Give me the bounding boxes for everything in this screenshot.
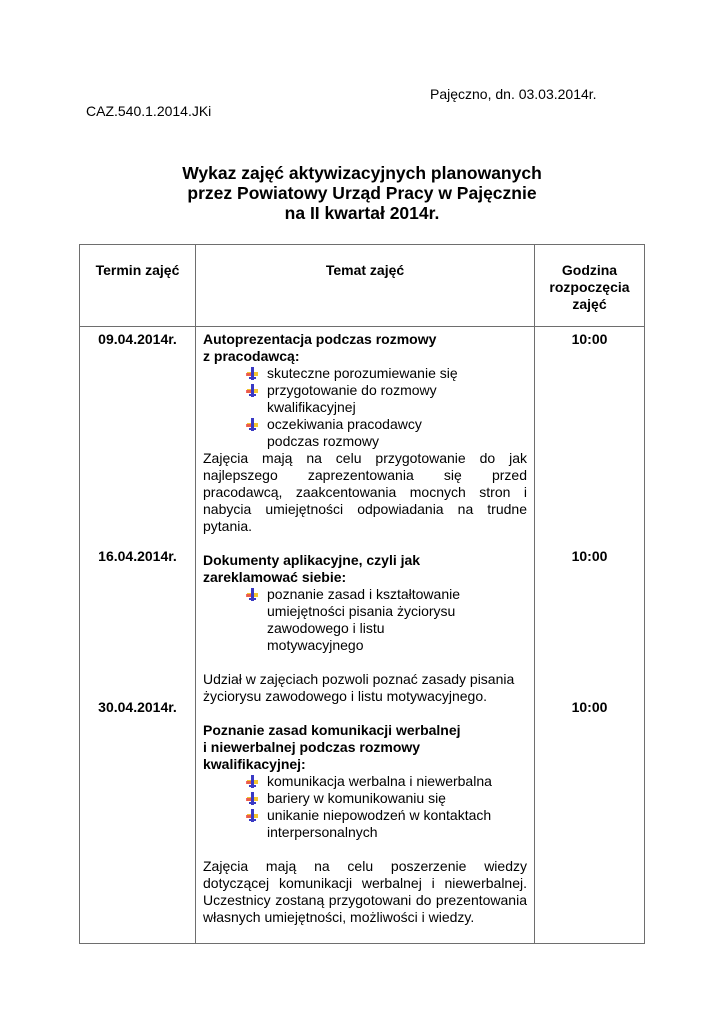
bullet-text: przygotowanie do rozmowy kwalifikacyjnej: [267, 382, 437, 415]
session-title-line: kwalifikacyjnej:: [203, 756, 306, 772]
bullet-text: poznanie zasad i kształtowanie umiejętności pisania życiorysu zawodowego i listu motywacyjnego: [267, 586, 461, 653]
document-title: [0, 163, 724, 223]
dates-cell: [80, 327, 196, 944]
session-title-line: Poznanie zasad komunikacji werbalnej: [203, 722, 461, 738]
column-header-time-line-1: Godzina: [561, 262, 618, 278]
bullet-item: [246, 807, 527, 841]
bullet-item: [246, 586, 527, 654]
session-title: [203, 552, 527, 586]
bullet-text: bariery w komunikowaniu się: [267, 790, 446, 806]
session-description: Zajęcia mają na celu przygotowanie do jak najlepszego zaprezentowania się przed pracodawcą, zaakcentowania mocnych stron i nabycia umiejętności odpowiadania na trudne pytania.: [203, 450, 527, 534]
reference-number: CAZ.540.1.2014.JKi: [86, 103, 212, 119]
session-time: 10:00: [571, 548, 608, 564]
plus-arrow-bullet-icon: [246, 588, 259, 601]
times-cell: [535, 327, 645, 944]
bullet-text: oczekiwania pracodawcy podczas rozmowy: [267, 416, 422, 449]
session-description: Udział w zajęciach pozwoli poznać zasady pisania życiorysu zawodowego i listu motywacyjnego.: [203, 671, 515, 704]
session-title-line: Autoprezentacja podczas rozmowy: [203, 331, 437, 347]
session-date: 09.04.2014r.: [98, 331, 177, 347]
session-title-line: i niewerbalnej podczas rozmowy: [203, 739, 421, 755]
session-title-line: zareklamować siebie:: [203, 569, 347, 585]
session-title-line: Dokumenty aplikacyjne, czyli jak: [203, 552, 421, 568]
plus-arrow-bullet-icon: [246, 792, 259, 805]
bullet-text: unikanie niepowodzeń w kontaktach interpersonalnych: [267, 807, 492, 840]
session-time: 10:00: [571, 331, 608, 347]
plus-arrow-bullet-icon: [246, 384, 259, 397]
column-header-date: Termin zajęć: [80, 245, 196, 327]
session-time: 10:00: [571, 699, 608, 715]
session-title: [203, 722, 527, 773]
column-header-time: [535, 245, 645, 327]
topic-bullet-list: [203, 586, 527, 654]
plus-arrow-bullet-icon: [246, 809, 259, 822]
session-date: 16.04.2014r.: [98, 548, 177, 564]
place-and-date: Pajęczno, dn. 03.03.2014r.: [430, 86, 597, 102]
bullet-text: komunikacja werbalna i niewerbalna: [267, 773, 492, 789]
bullet-item: [246, 365, 527, 382]
plus-arrow-bullet-icon: [246, 367, 259, 380]
session-3: [203, 722, 527, 943]
session-title-line: z pracodawcą:: [203, 348, 300, 364]
title-line-1: Wykaz zajęć aktywizacyjnych planowanych: [182, 163, 542, 183]
plus-arrow-bullet-icon: [246, 775, 259, 788]
column-header-time-line-3: zajęć: [572, 296, 607, 312]
schedule-table: [79, 244, 645, 944]
column-header-topic: Temat zajęć: [196, 245, 535, 327]
column-header-time-line-2: rozpoczęcia: [549, 279, 630, 295]
topics-cell: [196, 327, 535, 944]
bullet-item: [246, 790, 527, 807]
session-1: [203, 331, 527, 535]
bullet-text: skuteczne porozumiewanie się: [267, 365, 458, 381]
title-line-2: przez Powiatowy Urząd Pracy w Pajęcznie: [187, 183, 537, 203]
bullet-item: [246, 773, 527, 790]
session-date: 30.04.2014r.: [98, 699, 177, 715]
table-header-row: [80, 245, 645, 327]
session-2: [203, 552, 527, 705]
topic-bullet-list: [203, 365, 527, 450]
bullet-item: [246, 416, 527, 450]
title-line-3: na II kwartał 2014r.: [284, 203, 440, 223]
table-body-row: [80, 327, 645, 944]
session-title: [203, 331, 527, 365]
plus-arrow-bullet-icon: [246, 418, 259, 431]
session-description: Zajęcia mają na celu poszerzenie wiedzy dotyczącej komunikacji werbalnej i niewerbalnej. Uczestnicy zostaną przygotowani do prezentowania własnych umiejętności, możliwości i wiedzy.: [203, 858, 527, 925]
topic-bullet-list: [203, 773, 527, 841]
bullet-item: [246, 382, 527, 416]
